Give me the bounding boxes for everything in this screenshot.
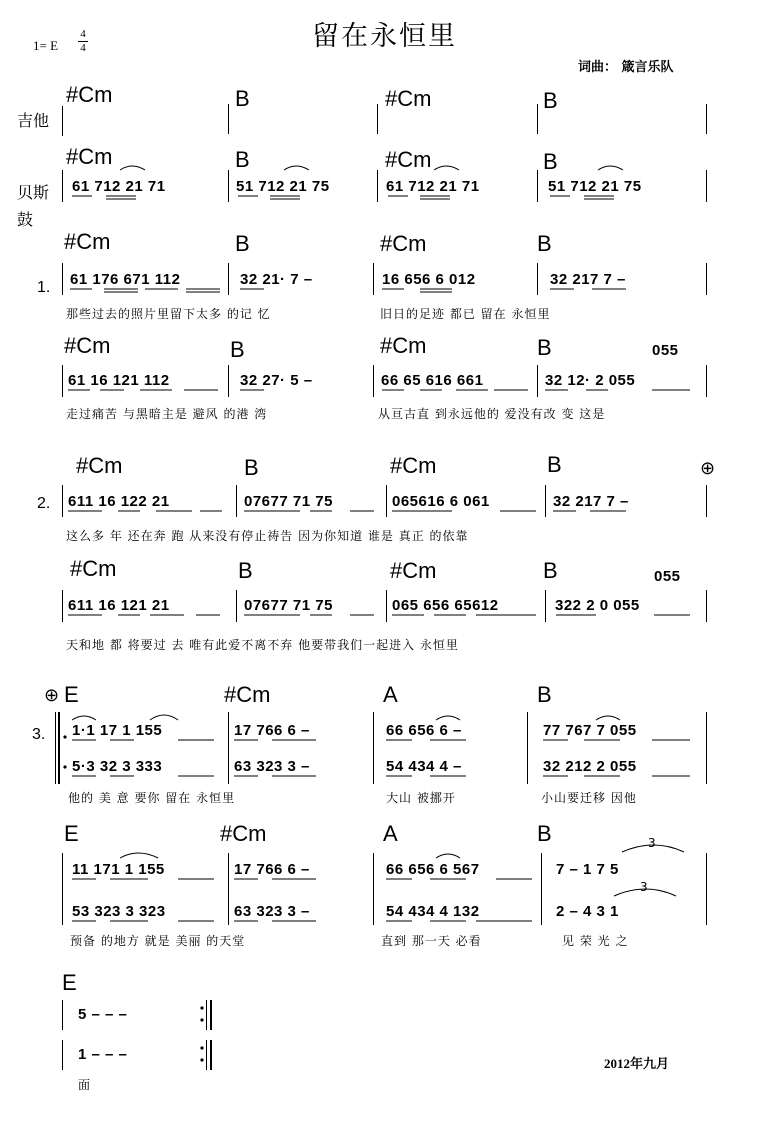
chord: #Cm	[64, 229, 111, 254]
measure: 32 27· 5 –	[240, 372, 313, 389]
chord: B	[537, 821, 552, 846]
lyric-line: 预备 的地方 就是 美丽 的天堂	[70, 934, 246, 948]
lower-measure: 53 323 3 323	[72, 903, 166, 920]
chord: #Cm	[66, 144, 113, 169]
chord: A	[383, 682, 398, 707]
lower-measure: 54 434 4 132	[386, 903, 480, 920]
upper-measure: 66 656 6 –	[386, 722, 462, 739]
credit-line: 词曲： 箴言乐队	[578, 60, 674, 75]
key-signature: 1= E	[33, 38, 59, 53]
lyric-line: 他的 美 意 要你 留在 永恒里	[68, 791, 236, 805]
measure: 32 12· 2 055	[545, 372, 636, 389]
verse-number: 1.	[37, 279, 51, 296]
lyric-line: 见 荣 光 之	[562, 934, 629, 948]
measure: 07677 71 75	[244, 597, 333, 614]
lower-measure: 5·3 32 3 333	[72, 758, 163, 775]
lower-measure: 1 – – –	[78, 1046, 128, 1063]
upper-notes: 055	[654, 568, 681, 585]
chord: #Cm	[76, 453, 123, 478]
segno-icon: ⊕	[700, 458, 716, 479]
lyric-line: 走过痛苦 与黑暗主是 避风 的港 湾	[66, 407, 268, 421]
measure: 32 217 7 –	[550, 271, 626, 288]
chord: E	[64, 682, 79, 707]
lyric-line: 这么多 年 还在奔 跑 从来没有停止祷告 因为你知道 谁是 真正 的依靠	[66, 529, 469, 543]
chord: A	[383, 821, 398, 846]
date-stamp: 2012年九月	[604, 1056, 670, 1071]
measure: 32 217 7 –	[553, 493, 629, 510]
lyric-line: 天和地 都 将要过 去 唯有此爱不离不弃 他要带我们一起进入 永恒里	[66, 638, 459, 652]
segno-icon: ⊕	[44, 685, 60, 706]
lower-measure: 63 323 3 –	[234, 903, 310, 920]
upper-measure: 17 766 6 –	[234, 861, 310, 878]
chord: #Cm	[64, 333, 111, 358]
lower-measure: 32 212 2 055	[543, 758, 637, 775]
chord: #Cm	[220, 821, 267, 846]
chord: #Cm	[390, 558, 437, 583]
measure: 61 176 671 112	[70, 271, 181, 288]
chord: B	[230, 337, 245, 362]
chord: #Cm	[380, 231, 427, 256]
time-sig-bottom: 4	[80, 42, 86, 54]
bass-measure: 51 712 21 75	[548, 178, 642, 195]
chord: #Cm	[380, 333, 427, 358]
lyric-line: 小山要迁移 因他	[541, 791, 637, 805]
lyric-line: 大山 被挪开	[386, 791, 456, 805]
upper-measure: 17 766 6 –	[234, 722, 310, 739]
lyric-line: 直到 那一天 必看	[381, 934, 482, 948]
lyric-line: 那些过去的照片里留下太多 的记 忆	[66, 307, 271, 321]
measure: 66 65 616 661	[381, 372, 484, 389]
chord: B	[547, 452, 562, 477]
upper-measure: 7 – 1 7 5	[556, 861, 619, 878]
instrument-label-guitar: 吉他	[17, 111, 50, 130]
upper-measure: 1·1 17 1 155	[72, 722, 163, 739]
chord: B	[235, 231, 250, 256]
upper-measure: 5 – – –	[78, 1006, 128, 1023]
chord: B	[543, 149, 558, 174]
chord: B	[235, 86, 250, 111]
bass-measure: 51 712 21 75	[236, 178, 330, 195]
upper-measure: 11 171 1 155	[72, 861, 165, 878]
chord: B	[244, 455, 259, 480]
bass-measure: 61 712 21 71	[72, 178, 166, 195]
upper-notes: 055	[652, 342, 679, 359]
measure: 61 16 121 112	[68, 372, 170, 389]
lyric-line: 旧日的足迹 都已 留在 永恒里	[380, 307, 551, 321]
instrument-label-bass: 贝斯	[17, 183, 50, 202]
lower-measure: 54 434 4 –	[386, 758, 462, 775]
measure: 065616 6 061	[392, 493, 490, 510]
triplet-mark: 3	[640, 880, 649, 894]
time-sig-top: 4	[80, 28, 86, 40]
chord: #Cm	[390, 453, 437, 478]
upper-measure: 77 767 7 055	[543, 722, 637, 739]
chord: B	[238, 558, 253, 583]
lower-measure: 63 323 3 –	[234, 758, 310, 775]
instrument-label-drum: 鼓	[17, 210, 34, 229]
verse-number: 3.	[32, 726, 46, 743]
measure: 16 656 6 012	[382, 271, 476, 288]
measure: 07677 71 75	[244, 493, 333, 510]
chord: B	[543, 558, 558, 583]
measure: 065 656 65612	[392, 597, 499, 614]
chord: #Cm	[385, 147, 432, 172]
measure: 322 2 0 055	[555, 597, 640, 614]
chord: #Cm	[224, 682, 271, 707]
chord: #Cm	[385, 86, 432, 111]
upper-measure: 66 656 6 567	[386, 861, 480, 878]
measure: 611 16 121 21	[68, 597, 170, 614]
lower-measure: 2 – 4 3 1	[556, 903, 619, 920]
measure: 32 21· 7 –	[240, 271, 313, 288]
chord: #Cm	[66, 82, 113, 107]
chord: E	[62, 970, 77, 995]
chord: #Cm	[70, 556, 117, 581]
chord: B	[235, 147, 250, 172]
chord: E	[64, 821, 79, 846]
lyric-line: 面	[78, 1078, 92, 1092]
chord: B	[537, 231, 552, 256]
verse-number: 2.	[37, 495, 51, 512]
chord: B	[537, 682, 552, 707]
triplet-mark: 3	[648, 836, 657, 850]
lyric-line: 从亘古直 到永远他的 爱没有改 变 这是	[378, 407, 606, 421]
chord: B	[537, 335, 552, 360]
bass-measure: 61 712 21 71	[386, 178, 480, 195]
song-title: 留在永恒里	[312, 21, 457, 52]
chord: B	[543, 88, 558, 113]
measure: 611 16 122 21	[68, 493, 170, 510]
